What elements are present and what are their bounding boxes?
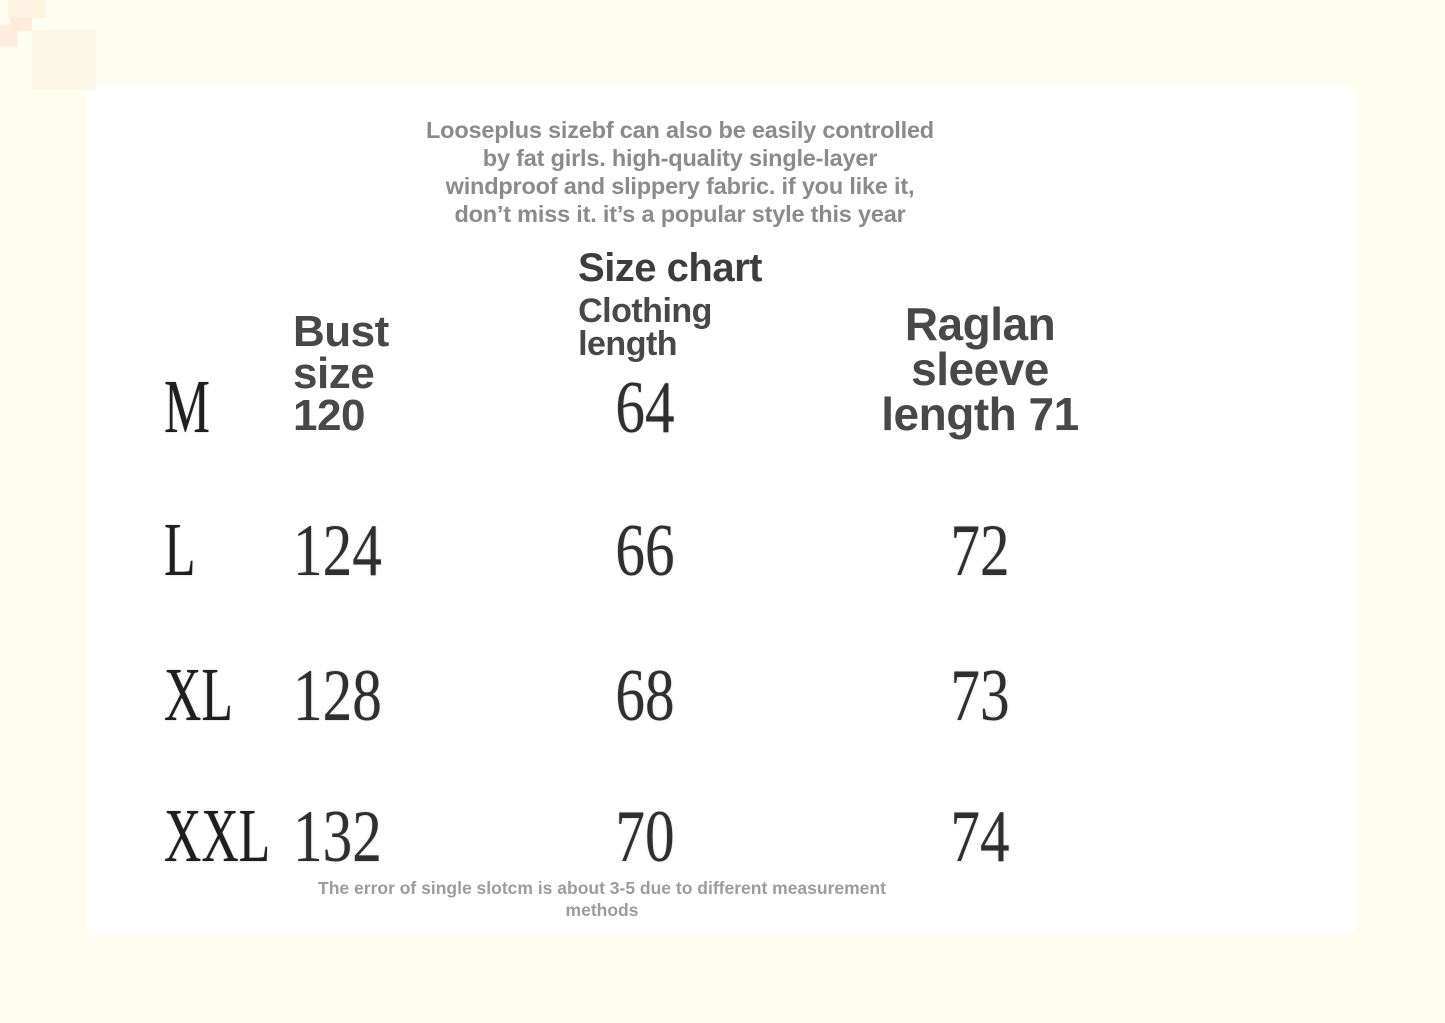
bust-value-l: 124 [293,510,382,592]
bust-header-cell [290,295,450,450]
table-row-l-raglan-cell [840,450,1120,592]
raglan-value-l: 72 [950,510,1010,592]
footnote-line: methods [565,900,639,920]
table-row-l-size-cell [160,450,290,592]
bust-value-xl: 128 [293,655,382,737]
bust-value-xxl: 132 [293,796,382,878]
size-cell-m [160,295,290,450]
table-row-xl-bust-cell [290,592,450,737]
clothing-value-xl: 68 [615,655,675,737]
raglan-value-xxl: 74 [950,796,1010,878]
size-label-xl: XL [164,653,233,737]
raglan-header-line: length 71 [881,388,1079,440]
raglan-value-xl: 73 [950,655,1010,737]
product-intro-text [380,116,980,228]
intro-line: windproof and slippery fabric. if you like it, [445,173,915,199]
clothing-header-line: length [578,325,678,363]
table-row-xl-clothing-cell [450,592,840,737]
size-label-xxl: XXL [164,794,271,878]
size-chart-title: Size chart [578,246,762,290]
table-row-xl-size-cell [160,592,290,737]
clothing-column-header [578,292,712,363]
size-label-m: M [164,365,210,449]
measurement-error-note [252,877,952,921]
intro-line: Looseplus sizebf can also be easily controlled [426,117,934,143]
size-table [160,292,1120,880]
corner-watermark-block [8,0,46,18]
table-row-xl-raglan-cell [840,592,1120,737]
corner-watermark-block [10,17,32,31]
table-row-xxl-bust-cell [290,737,450,880]
table-row-l-clothing-cell [450,450,840,592]
table-row-xxl-clothing-cell [450,737,840,880]
clothing-header-stack [578,292,712,449]
table-row-l-bust-cell [290,450,450,592]
bust-header-line: 120 [293,391,365,440]
bust-header-line: Bust [293,307,389,356]
table-row-xxl-raglan-cell [840,737,1120,880]
intro-line: don’t miss it. it’s a popular style this year [454,201,906,227]
raglan-header-line: Raglan [904,298,1056,350]
clothing-value-l: 66 [615,510,675,592]
clothing-header-cell [450,292,840,450]
bust-column-header [293,307,389,440]
raglan-column-header [881,298,1079,440]
clothing-header-line: Clothing [578,292,712,330]
raglan-header-line: sleeve [911,343,1049,395]
intro-line: by fat girls. high-quality single-layer [482,145,878,171]
corner-watermark-artifact [0,0,100,95]
corner-watermark-block [32,30,96,90]
size-label-l: L [164,508,196,592]
clothing-value-xxl: 70 [615,796,675,878]
bust-header-line: size [293,349,375,398]
raglan-header-cell [840,295,1120,450]
footnote-line: The error of single slotcm is about 3-5 due to different measurement [318,878,886,898]
table-row-xxl-size-cell [160,737,290,880]
clothing-value-m: 64 [615,367,675,449]
